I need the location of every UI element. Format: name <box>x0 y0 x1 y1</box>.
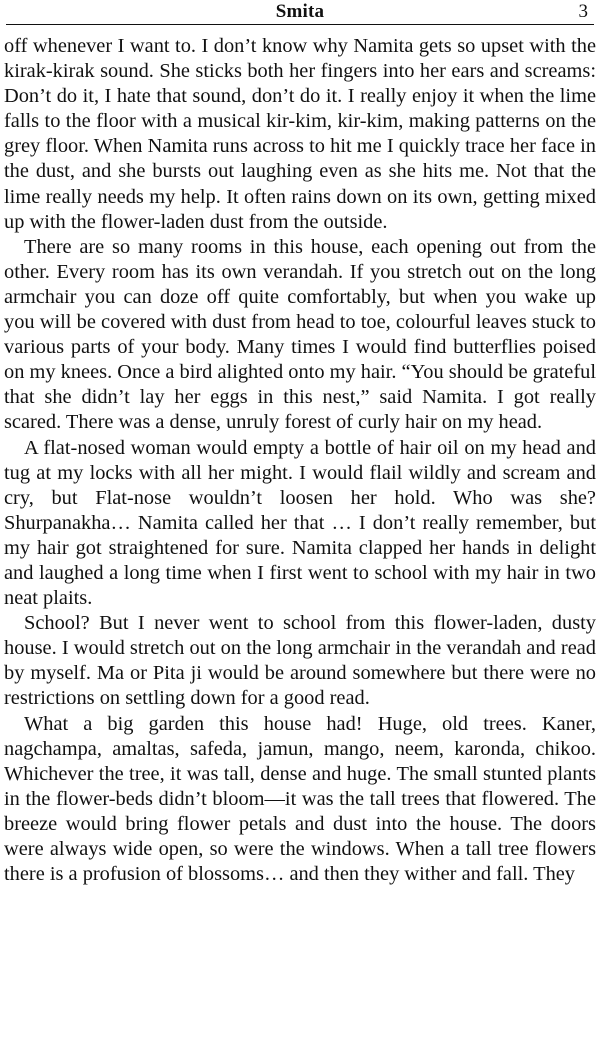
running-head <box>6 0 594 25</box>
paragraph: What a big garden this house had! Huge, old trees. Kaner, nagchampa, amaltas, safeda, jamun, mango, neem, karonda, chikoo. Whichever the tree, it was tall, dense and huge. The small stunted plants in the flower-beds didn’t bloom—it was the tall trees that flowered. The breeze would bring flower petals and dust into the house. The doors were always wide open, so were the windows. When a tall tree flowers there is a profusion of blossoms… and then they wither and fall. They <box>4 712 596 886</box>
body-text <box>4 34 596 887</box>
paragraph: School? But I never went to school from this flower-laden, dusty house. I would stretch out on the long armchair in the verandah and read by myself. Ma or Pita ji would be around somewhere but there were no restrictions on settling down for a good read. <box>4 612 596 710</box>
paragraph: A flat-nosed woman would empty a bottle of hair oil on my head and tug at my locks with all her might. I would flail wildly and scream and cry, but Flat-nose wouldn’t loosen her hold. Who was she? Shurpanakha… Namita called her that … I don’t really remember, but my hair got straightened for sure. Namita clapped her hands in delight and laughed a long time when I first went to school with my hair in two neat plaits. <box>4 436 596 610</box>
paragraph: There are so many rooms in this house, each opening out from the other. Every room has its own verandah. If you stretch out on the long armchair you can doze off quite comfortably, but when you wake up you will be covered with dust from head to toe, colourful leaves stuck to various parts of your body. Many times I would find butterflies poised on my knees. Once a bird alighted onto my hair. “You should be grateful that she didn’t lay her eggs in this nest,” said Namita. I got really scared. There was a dense, unruly forest of curly hair on my head. <box>4 235 596 434</box>
running-title: Smita <box>275 1 325 22</box>
paragraph-continued: off whenever I want to. I don’t know why Namita gets so upset with the kirak-kirak sound. She sticks both her fingers into her ears and screams: Don’t do it, I hate that sound, don’t do it. I really enjoy it when the lime falls to the floor with a musical kir-kim, kir-kim, making patterns on the grey floor. When Namita runs across to hit me I quickly trace her face in the dust, and she bursts out laughing even as she hits me. Not that the lime really needs my help. It often rains down on its own, getting mixed up with the flower-laden dust from the outside. <box>4 35 596 233</box>
page-number: 3 <box>578 1 588 22</box>
